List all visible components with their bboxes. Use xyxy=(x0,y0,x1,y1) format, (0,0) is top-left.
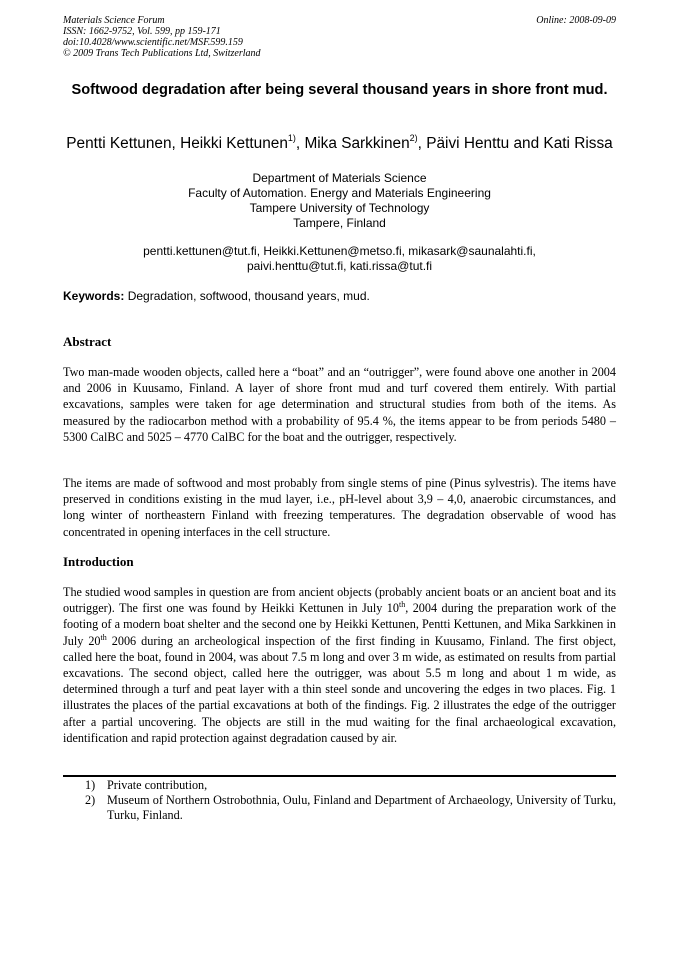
author-emails xyxy=(63,244,616,274)
doi-line: doi:10.4028/www.scientific.net/MSF.599.159 xyxy=(63,37,243,48)
keywords-label: Keywords: xyxy=(63,289,125,303)
abstract-paragraph-1: Two man-made wooden objects, called here a “boat” and an “outrigger”, were found above one another in 2004 and 2006 in Kuusamo, Finland. A layer of shore front mud and turf covered them entirely. With partial excavations, samples were taken for age determination and structural studies from both of the items. As measured by the radiocarbon method with a probability of 95.4 %, the items appear to be from periods 5480 – 5300 CalBC and 5025 – 4770 CalBC for the boat and the outrigger, respectively. xyxy=(63,365,616,444)
affiliation-university: Tampere University of Technology xyxy=(249,201,430,215)
intro-sup-1: th xyxy=(398,600,406,610)
intro-sup-2: th xyxy=(100,632,107,642)
affiliation-faculty: Faculty of Automation. Energy and Materials Engineering xyxy=(188,186,491,200)
email-line-1: pentti.kettunen@tut.fi, Heikki.Kettunen@metso.fi, mikasark@saunalahti.fi, xyxy=(143,244,536,258)
email-line-2: paivi.henttu@tut.fi, kati.rissa@tut.fi xyxy=(246,259,433,273)
footnote-1-number: 1) xyxy=(85,778,96,792)
affiliation-department: Department of Materials Science xyxy=(252,171,427,185)
copyright-line: © 2009 Trans Tech Publications Ltd, Switzerland xyxy=(63,48,261,59)
intro-text-2: , 2004 during the preparation work of the footing of a modern boat shelter and the second one by Heikki Kettunen, Pentti Kettunen, and Mika Sarkkinen in July 20 xyxy=(63,601,617,648)
intro-text-3: 2006 during an archeological inspection of the first finding in Kuusamo, Finland. The first object, called here the boat, found in 2004, was about 7.5 m long and over 3 m wide, as estimated on results from partial excavations. The second object, called here the outrigger, was about 5.5 m long and about 1 m wide, as determined through a turf and peat layer with a thin steel sonde and uncovering the edges in two places. Fig. 1 illustrates the places of the partial excavations at both of the findings. Fig. 2 illustrates the edge of the outrigger after a partial uncovering. The objects are still in the mud waiting for the final archaeological excavation, identification and rapid protection against degradation caused by air. xyxy=(63,633,616,745)
author-list xyxy=(63,134,616,154)
abstract-heading: Abstract xyxy=(63,334,112,349)
author-names-1: Pentti Kettunen, Heikki Kettunen xyxy=(66,135,288,152)
introduction-paragraph xyxy=(63,584,616,746)
author-names-3: , Päivi Henttu and Kati Rissa xyxy=(417,135,613,152)
footnote-2 xyxy=(85,793,616,823)
footnote-2-number: 2) xyxy=(85,793,96,807)
affiliation xyxy=(63,171,616,231)
footnote-divider xyxy=(63,775,616,777)
footnote-2-text: Museum of Northern Ostrobothnia, Oulu, Finland and Department of Archaeology, University of Turku, Turku, Finland. xyxy=(107,793,616,822)
footnote-1 xyxy=(85,778,616,793)
footnotes xyxy=(85,778,616,823)
introduction-heading: Introduction xyxy=(63,554,134,569)
abstract-paragraph-2: The items are made of softwood and most probably from single stems of pine (Pinus sylvestris). The items have preserved in conditions existing in the mud layer, i.e., pH-level about 3,9 – 4,0, anaerobic circumstances, and long winter of northeastern Finland with freezing temperatures. The degradation observable of wood has concentrated in opening interfaces in the cell structure. xyxy=(63,476,616,539)
journal-name: Materials Science Forum xyxy=(63,15,165,26)
keywords-text: Degradation, softwood, thousand years, mud. xyxy=(124,289,370,303)
keywords xyxy=(63,289,616,304)
issn-line: ISSN: 1662-9752, Vol. 599, pp 159-171 xyxy=(63,26,221,37)
paper-title: Softwood degradation after being several thousand years in shore front mud. xyxy=(71,82,608,98)
author-mark-2: 2) xyxy=(409,133,418,143)
footnote-1-text: Private contribution, xyxy=(107,778,208,792)
online-date: Online: 2008-09-09 xyxy=(536,15,616,26)
intro-text-1: The studied wood samples in question are from ancient objects (probably ancient boats or an ancient boat and its outrigger). The first one was found by Heikki Kettunen in July 10 xyxy=(63,585,616,616)
affiliation-city: Tampere, Finland xyxy=(293,216,386,230)
journal-header xyxy=(63,15,616,59)
author-names-2: , Mika Sarkkinen xyxy=(295,135,410,152)
author-mark-1: 1) xyxy=(287,133,296,143)
